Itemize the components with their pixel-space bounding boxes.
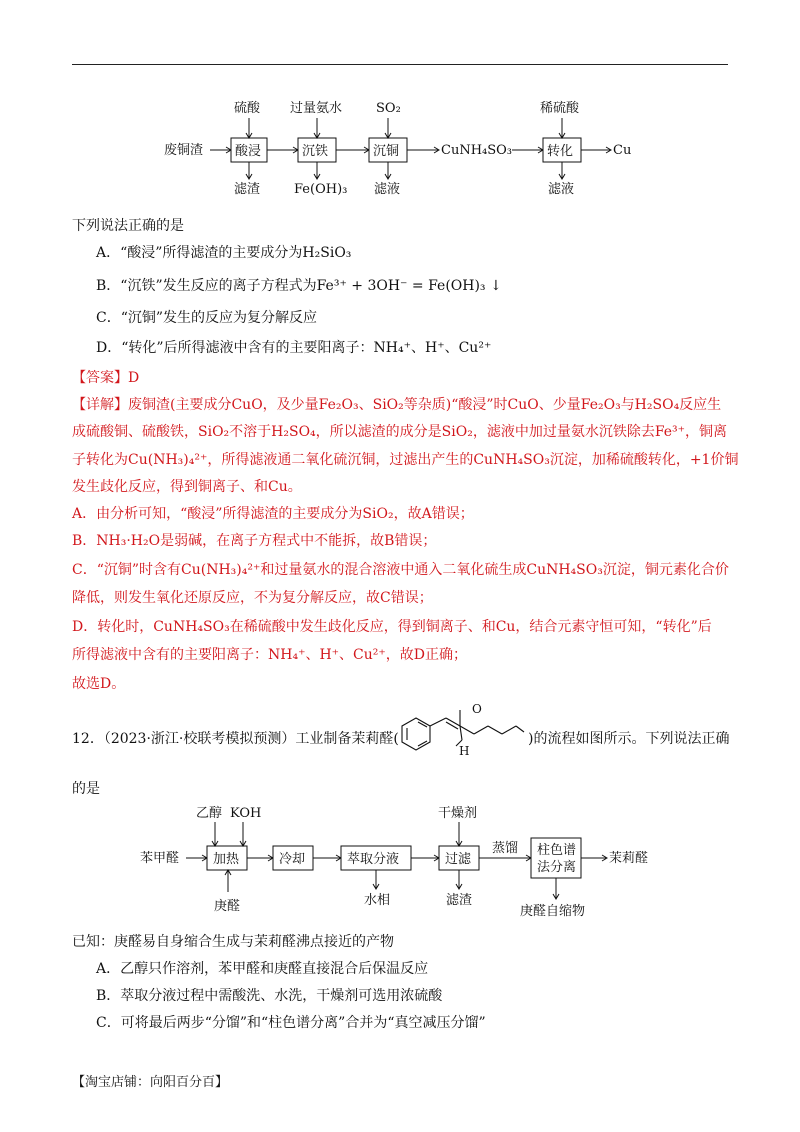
q12-stem-part2: )的流程如图所示。下列说法正确 xyxy=(528,731,730,747)
step-cool: 冷却 xyxy=(279,852,306,867)
flow2-end: 茉莉醛 xyxy=(609,851,649,866)
output-filtrate-2: 滤液 xyxy=(548,182,575,197)
detail-line: 发生歧化反应，得到铜离子、和Cu。 xyxy=(72,479,302,495)
flow-diagram-copper xyxy=(150,96,670,206)
flow2-start: 苯甲醛 xyxy=(140,851,180,866)
detail-line: A．由分析可知，“酸浸”所得滤渣的主要成分为SiO₂，故A错误； xyxy=(72,506,474,522)
answer: 【答案】D xyxy=(72,370,140,386)
input-dilute-h2so4: 稀硫酸 xyxy=(540,101,580,116)
step-extraction: 萃取分液 xyxy=(347,852,400,867)
q11-option-b: B．“沉铁”发生反应的离子方程式为Fe³⁺ + 3OH⁻ = Fe(OH)₃ ↓ xyxy=(96,278,502,294)
mid-product: CuNH₄SO₃ xyxy=(441,143,513,158)
step-column-1: 柱色谱 xyxy=(537,843,577,858)
detail-line: 故选D。 xyxy=(72,676,126,692)
input-koh: KOH xyxy=(230,806,262,821)
detail-line: C．“沉铜”时含有Cu(NH₃)₄²⁺和过量氨水的混合溶液中通入二氧化硫生成CuNH₄SO₃沉淀，铜元素化合价 xyxy=(72,562,729,578)
step-acid-leach: 酸浸 xyxy=(235,144,262,159)
footer-shop: 【淘宝店铺：向阳百分百】 xyxy=(72,1075,229,1090)
output-fe-oh3: Fe(OH)₃ xyxy=(294,182,348,197)
flow-start: 废铜渣 xyxy=(164,143,204,158)
input-ammonia: 过量氨水 xyxy=(290,101,343,116)
detail-line: 【详解】废铜渣(主要成分CuO，及少量Fe₂O₃、SiO₂等杂质)“酸浸”时CuO、少量Fe₂O₃与H₂SO₄反应生 xyxy=(72,397,722,413)
mol-o-label: O xyxy=(472,702,482,716)
step-iron-precip: 沉铁 xyxy=(302,144,329,159)
detail-line: 子转化为Cu(NH₃)₄²⁺，所得滤液通二氧化硫沉铜，过滤出产生的CuNH₄SO₃沉淀，加稀硫酸转化，+1价铜 xyxy=(72,452,739,468)
q12-known: 已知：庚醛易自身缩合生成与茉莉醛沸点接近的产物 xyxy=(72,934,394,950)
step-copper-precip: 沉铜 xyxy=(373,144,400,159)
step-heat: 加热 xyxy=(213,852,240,867)
flow-end: Cu xyxy=(613,143,632,158)
detail-line: 成硫酸铜、硫酸铁，SiO₂不溶于H₂SO₄，所以滤渣的成分是SiO₂，滤液中加过量氨水沉铁除去Fe³⁺，铜离 xyxy=(72,424,728,440)
top-rule xyxy=(72,64,728,65)
input-heptanal: 庚醛 xyxy=(214,899,241,914)
step-column-2: 法分离 xyxy=(537,860,577,875)
mol-h-label: H xyxy=(459,744,470,758)
output-residue-2: 滤渣 xyxy=(446,893,473,908)
q12-option-b: B．萃取分液过程中需酸洗、水洗，干燥剂可选用浓硫酸 xyxy=(96,988,443,1004)
flow-diagram-jasminaldehyde xyxy=(140,800,700,925)
output-filtrate-1: 滤液 xyxy=(374,182,401,197)
detail-line: 所得滤液中含有的主要阳离子：NH₄⁺、H⁺、Cu²⁺，故D正确； xyxy=(72,647,468,663)
output-residue: 滤渣 xyxy=(234,182,261,197)
q12-stem-line2: 的是 xyxy=(72,781,100,797)
q11-stem: 下列说法正确的是 xyxy=(72,218,184,234)
step-filter: 过滤 xyxy=(445,852,472,867)
detail-line: D．转化时，CuNH₄SO₃在稀硫酸中发生歧化反应，得到铜离子、和Cu，结合元素守恒可知，“转化”后 xyxy=(72,619,712,635)
detail-line: B．NH₃·H₂O是弱碱，在离子方程式中不能拆，故B错误； xyxy=(72,533,437,549)
step-conversion: 转化 xyxy=(547,144,574,159)
output-self-condensate: 庚醛自缩物 xyxy=(520,904,586,919)
q11-option-c: C．“沉铜”发生的反应为复分解反应 xyxy=(96,310,318,326)
q11-option-d: D．“转化”后所得滤液中含有的主要阳离子：NH₄⁺、H⁺、Cu²⁺ xyxy=(96,340,492,356)
input-h2so4: 硫酸 xyxy=(234,101,261,116)
q12-stem-part1: 12．（2023·浙江·校联考模拟预测）工业制备茉莉醛( xyxy=(72,731,399,747)
detail-line: 降低，则发生氧化还原反应，不为复分解反应，故C错误； xyxy=(72,590,433,606)
input-so2: SO₂ xyxy=(376,101,401,116)
q11-option-a: A．“酸浸”所得滤渣的主要成分为H₂SiO₃ xyxy=(96,245,352,261)
q12-option-a: A．乙醇只作溶剂，苯甲醛和庚醛直接混合后保温反应 xyxy=(96,961,429,977)
input-desiccant: 干燥剂 xyxy=(438,806,478,821)
label-distill: 蒸馏 xyxy=(492,841,519,856)
input-ethanol: 乙醇 xyxy=(196,806,223,821)
q12-option-c: C．可将最后两步“分馏”和“柱色谱分离”合并为“真空减压分馏” xyxy=(96,1015,486,1031)
output-aqueous: 水相 xyxy=(364,893,391,908)
